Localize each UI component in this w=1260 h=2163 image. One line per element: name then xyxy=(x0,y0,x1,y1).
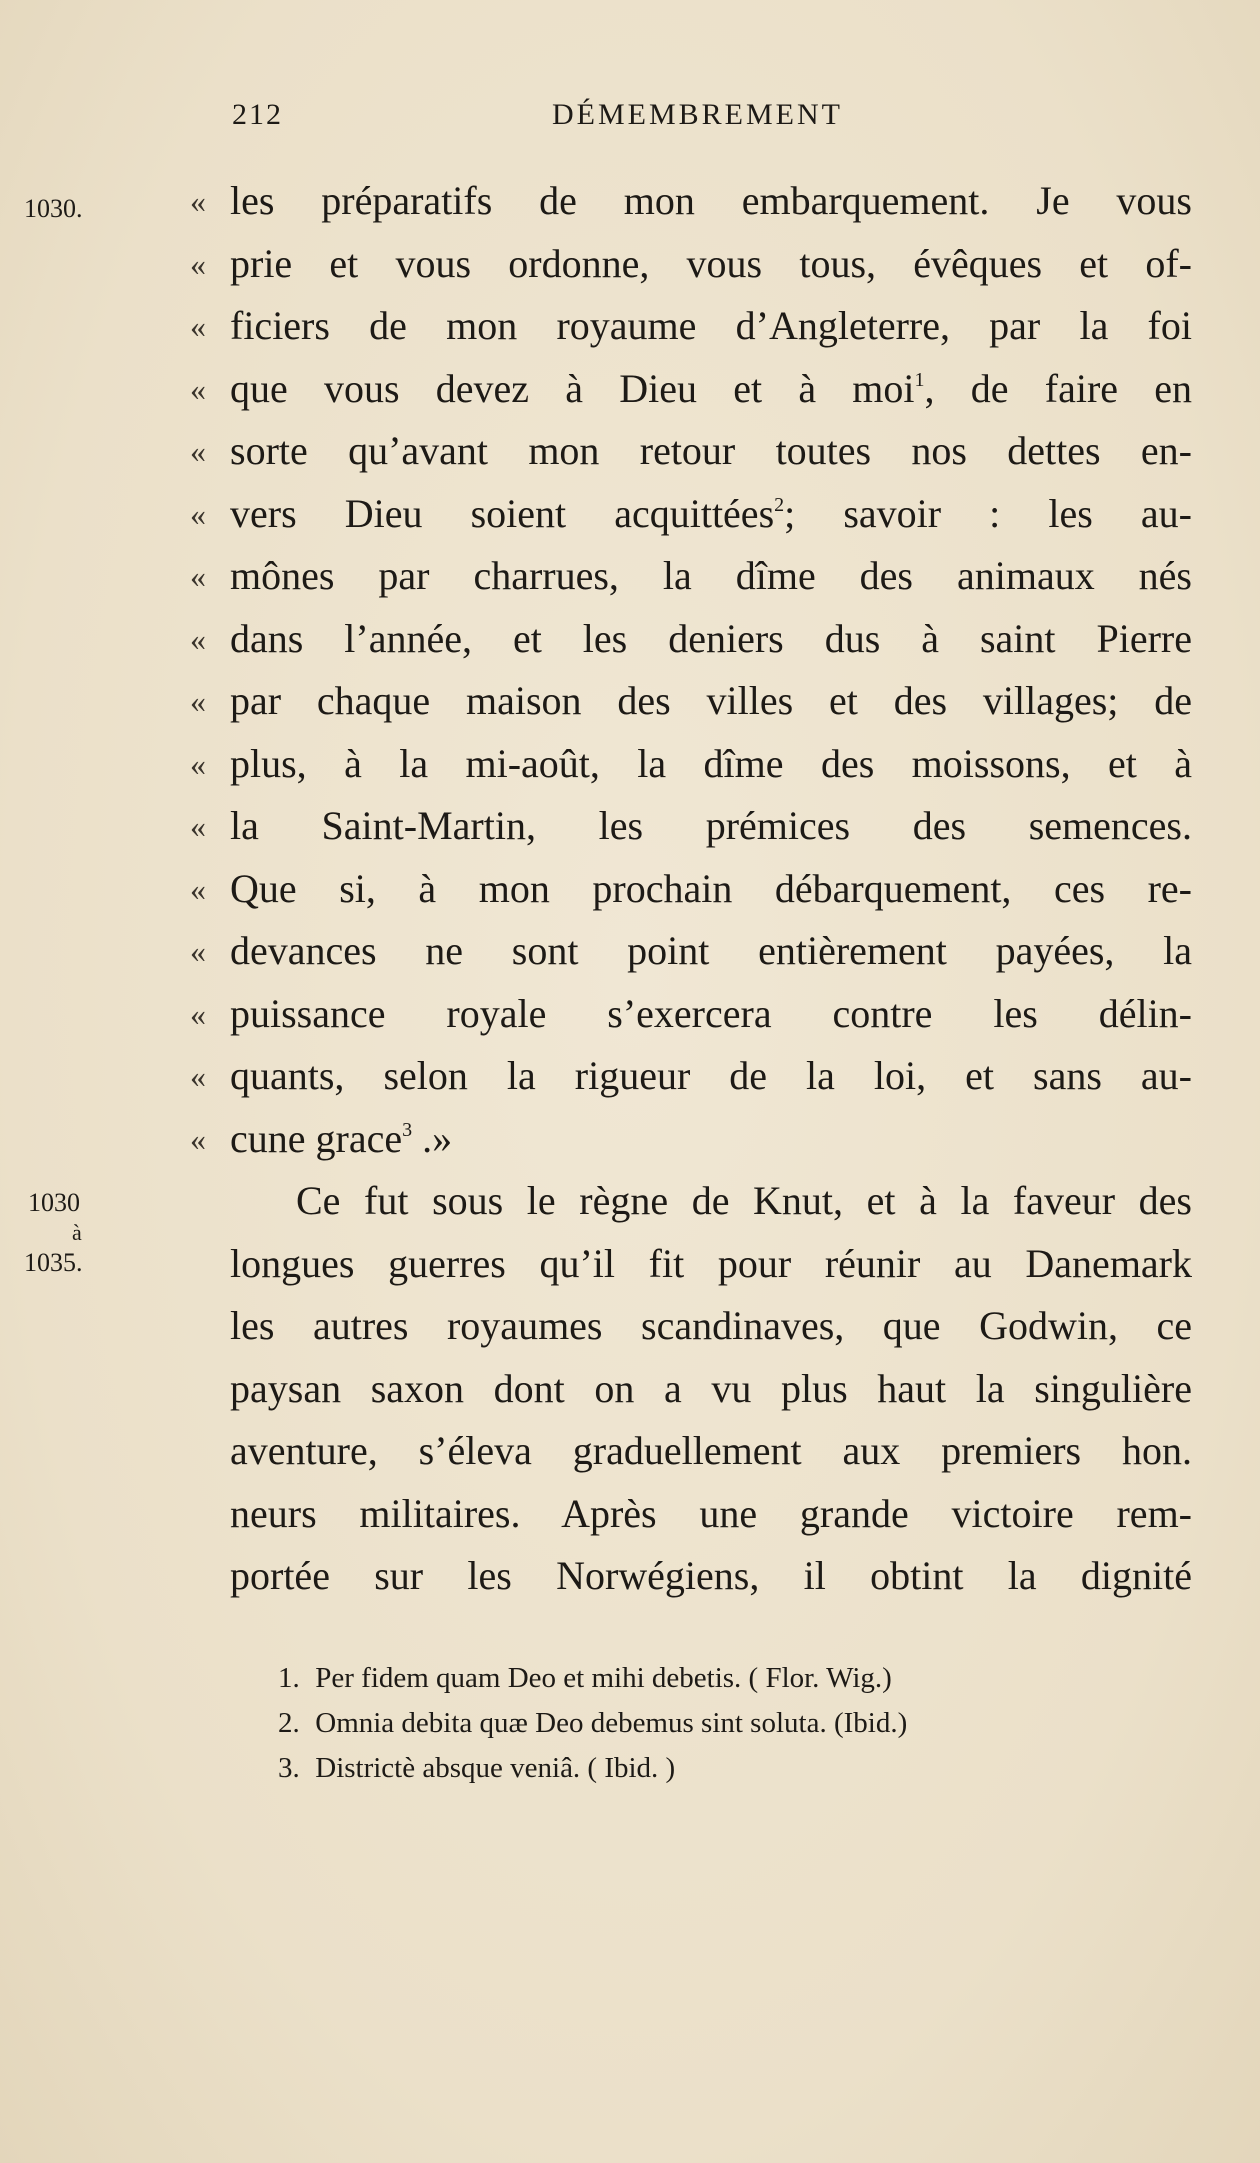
quote-line xyxy=(190,858,1192,921)
quote-line xyxy=(190,233,1192,296)
royal-letter-quote xyxy=(190,170,1193,1170)
quote-line-text: sorte qu’avant mon retour toutes nos dettes en- xyxy=(230,428,1192,473)
quote-line-text: ; savoir : les au- xyxy=(784,490,1192,536)
quote-mark: « xyxy=(190,370,206,407)
footnote xyxy=(278,1746,1158,1791)
footnote xyxy=(278,1656,1158,1701)
quote-mark: « xyxy=(190,495,206,532)
paragraph-line: Ce fut sous le règne de Knut, et à la faveur des xyxy=(296,1178,1192,1223)
quote-mark: « xyxy=(190,870,206,907)
quote-line-text: cune grace xyxy=(230,1115,403,1161)
quote-line-text: les préparatifs de mon embarquement. Je vous xyxy=(230,178,1192,223)
footnote-ref: 1 xyxy=(914,368,925,391)
footnote-text: Per fidem quam Deo et mihi debetis. ( Flor. Wig.) xyxy=(315,1662,892,1694)
footnote-text: Districtè absque veniâ. ( Ibid. ) xyxy=(315,1752,676,1784)
quote-line xyxy=(190,420,1192,483)
page-number: 212 xyxy=(232,98,283,131)
main-text xyxy=(190,170,1193,1608)
quote-line-text: prie et vous ordonne, vous tous, évêques et of- xyxy=(230,240,1192,286)
paragraph-line: portée sur les Norwégiens, il obtint la dignité xyxy=(230,1553,1192,1598)
footnote-number: 3. xyxy=(278,1752,300,1784)
quote-mark: « xyxy=(190,995,206,1032)
margin-range-connector: à xyxy=(72,1220,82,1245)
paragraph-line: les autres royaumes scandinaves, que Godwin, ce xyxy=(230,1303,1192,1348)
footnote-ref: 2 xyxy=(774,493,785,516)
quote-mark: « xyxy=(190,245,206,282)
quote-mark: « xyxy=(190,1058,206,1094)
quote-line-text: que vous devez à Dieu et à moi xyxy=(230,365,915,411)
quote-mark: « xyxy=(190,745,206,782)
footnotes xyxy=(278,1656,1158,1791)
quote-line xyxy=(190,358,1193,421)
quote-mark: « xyxy=(190,558,206,594)
quote-mark: « xyxy=(190,808,206,844)
footnote-number: 2. xyxy=(278,1707,300,1739)
quote-mark: « xyxy=(190,1120,206,1157)
quote-line xyxy=(190,1108,1192,1171)
quote-line xyxy=(190,920,1192,983)
quote-line-text: puissance royale s’exercera contre les délin- xyxy=(230,990,1192,1036)
quote-line-text: quants, selon la rigueur de la loi, et sans au- xyxy=(230,1053,1192,1098)
quote-line-text: mônes par charrues, la dîme des animaux nés xyxy=(230,553,1192,598)
quote-line-text: devances ne sont point entièrement payées, la xyxy=(230,928,1192,973)
quote-line xyxy=(190,733,1192,796)
running-title: DÉMEMBREMENT xyxy=(552,98,843,131)
margin-year: 1030. xyxy=(24,194,83,223)
quote-line xyxy=(190,608,1192,671)
quote-line xyxy=(190,170,1192,233)
paragraph-line: longues guerres qu’il fit pour réunir au Danemark xyxy=(230,1240,1192,1286)
quote-mark: « xyxy=(190,183,206,219)
quote-mark: « xyxy=(190,620,206,657)
quote-mark: « xyxy=(190,933,206,969)
quote-line xyxy=(190,295,1192,358)
footnote-ref: 3 xyxy=(402,1118,413,1141)
quote-line-text: ficiers de mon royaume d’Angleterre, par la foi xyxy=(230,303,1192,348)
quote-line-text: plus, à la mi-août, la dîme des moissons, et à xyxy=(230,740,1192,786)
quote-line xyxy=(190,483,1192,546)
paragraph-line: paysan saxon dont on a vu plus haut la singulière xyxy=(230,1365,1192,1411)
quote-line xyxy=(190,795,1192,858)
quote-line-text: dans l’année, et les deniers dus à saint Pierre xyxy=(230,615,1192,661)
paragraph-line: neurs militaires. Après une grande victoire rem- xyxy=(230,1490,1192,1536)
footnote xyxy=(278,1701,1158,1746)
quote-line-text: , de faire en xyxy=(924,365,1193,411)
quote-line-text: par chaque maison des villes et des villages; de xyxy=(230,678,1192,723)
quote-line xyxy=(190,1045,1192,1108)
quote-mark: « xyxy=(190,683,206,719)
paragraph-line: aventure, s’éleva graduellement aux premiers hon. xyxy=(230,1428,1192,1473)
page-header xyxy=(232,98,872,142)
quote-mark: « xyxy=(190,308,206,344)
quote-line xyxy=(190,545,1192,608)
narrative-paragraph xyxy=(230,1170,1192,1608)
quote-line-text: Que si, à mon prochain débarquement, ces re- xyxy=(230,865,1192,911)
quote-mark: « xyxy=(190,433,206,469)
footnote-text: Omnia debita quæ Deo debemus sint soluta. (Ibid.) xyxy=(315,1707,908,1739)
margin-range-start: 1030 xyxy=(28,1188,80,1217)
quote-line-text: la Saint-Martin, les prémices des semences. xyxy=(230,803,1192,848)
margin-range-end: 1035. xyxy=(24,1248,83,1277)
footnote-number: 1. xyxy=(278,1662,300,1694)
quote-line xyxy=(190,670,1192,733)
quote-line xyxy=(190,983,1192,1046)
quote-line-text: vers Dieu soient acquittées xyxy=(230,490,775,536)
quote-line-text: .» xyxy=(412,1115,453,1161)
